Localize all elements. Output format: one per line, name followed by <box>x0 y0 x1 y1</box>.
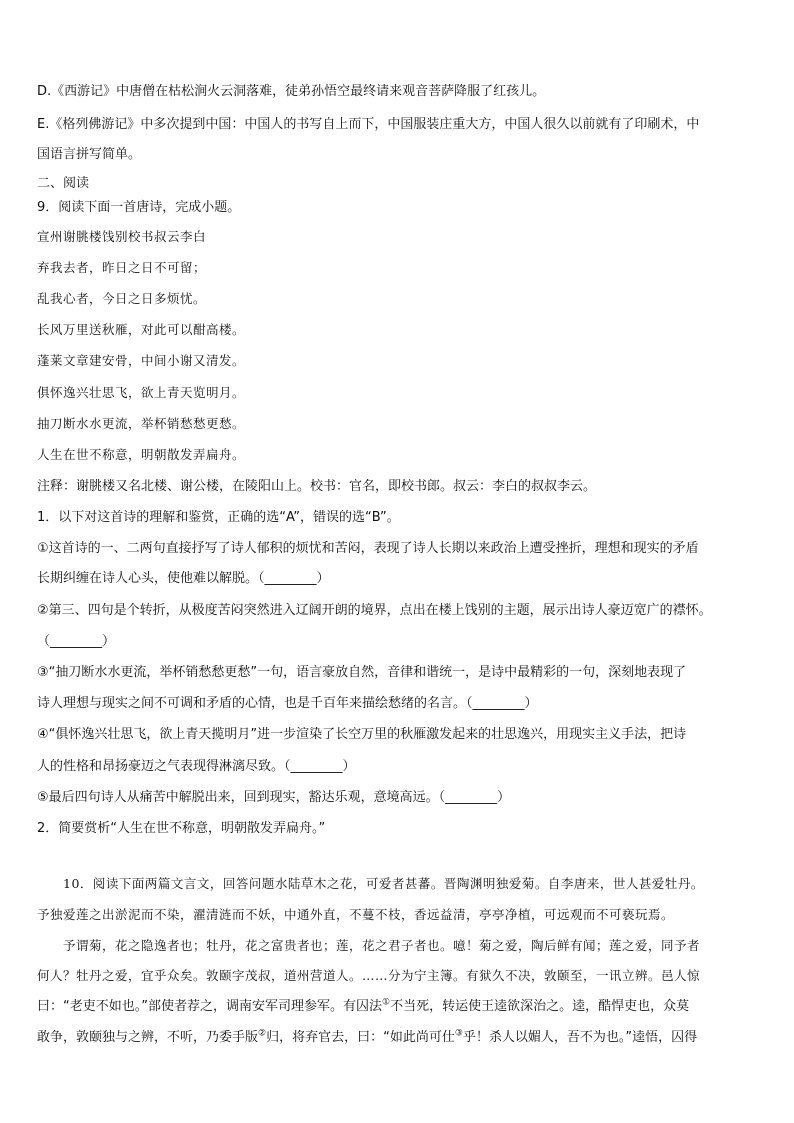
choice-1-line2: 长期纠缠在诗人心头，使他难以解脱。（________） <box>37 571 330 586</box>
option-d: D.《西游记》中唐僧在枯松涧火云洞落难，徒弟孙悟空最终请来观音菩萨降服了红孩儿。 <box>37 84 546 99</box>
choice-1-line1: ①这首诗的一、二两句直接抒写了诗人郁积的烦忧和苦闷，表现了诗人长期以来政治上遭受挫折，理想和现实的矛盾 <box>37 541 699 556</box>
poem-line-7: 人生在世不称意，明朝散发弄扁舟。 <box>37 447 246 462</box>
question-10-line6 <box>37 1029 697 1047</box>
choice-3-line2: 诗人理想与现实之间不可调和矛盾的心情，也是千百年来描绘愁绪的名言。（________） <box>37 696 538 711</box>
choice-3-line1: ③“抽刀断水水更流，举杯销愁愁更愁”一句，语言豪放自然，音律和谐统一，是诗中最精彩的一句，深刻地表现了 <box>37 665 687 680</box>
option-e-line2: 国语言拼写简单。 <box>37 147 142 162</box>
choice-2-line1: ②第三、四句是个转折，从极度苦闷突然进入辽阔开朗的境界，点出在楼上饯别的主题，展示出诗人豪迈宽广的襟怀。 <box>37 603 712 618</box>
question-10-line3: 予谓菊，花之隐逸者也；牡丹，花之富贵者也；莲，花之君子者也。噫！菊之爱，陶后鲜有闻；莲之爱，同予者 <box>63 938 701 953</box>
question-10-line2: 予独爱莲之出淤泥而不染，濯清涟而不妖，中通外直，不蔓不枝，香远益清，亭亭净植，可远观而不可亵玩焉。 <box>37 907 675 922</box>
question-10-line1: 10．阅读下面两篇文言文，回答问题水陆草木之花，可爱者甚蕃。晋陶渊明独爱菊。自李唐来，世人甚爱牡丹。 <box>63 876 704 891</box>
poem-note: 注释：谢朓楼又名北楼、谢公楼，在陵阳山上。校书：官名，即校书郎。叔云：李白的叔叔李云。 <box>37 479 597 494</box>
poem-line-4: 蓬莱文章建安骨，中间小谢又清发。 <box>37 353 246 368</box>
poem-line-6: 抽刀断水水更流，举杯销愁愁更愁。 <box>37 416 246 431</box>
subquestion-1: 1．以下对这首诗的理解和鉴赏，正确的选“A”，错误的选“B”。 <box>37 510 400 525</box>
option-e-line1: E.《格列佛游记》中多次提到中国：中国人的书写自上而下，中国服装庄重大方，中国人很久以前就有了印刷术，中 <box>37 117 700 132</box>
choice-5: ⑤最后四句诗人从痛苦中解脱出来，回到现实，豁达乐观，意境高远。（________） <box>37 790 511 805</box>
poem-line-1: 弃我去者，昨日之日不可留； <box>37 260 207 275</box>
poem-line-2: 乱我心者，今日之日多烦忧。 <box>37 291 207 306</box>
question-10-line5 <box>37 998 689 1016</box>
question-9-title: 9．阅读下面一首唐诗，完成小题。 <box>37 200 241 215</box>
line6-part-a: 敢争，敦颐独与之辨，不听，乃委手版 <box>37 1030 259 1045</box>
footnote-mark-1: ① <box>381 997 391 1008</box>
choice-4-line2: 人的性格和昂扬豪迈之气表现得淋漓尽致。（________） <box>37 759 356 774</box>
line6-part-c: 乎！杀人以媚人，吾不为也。”逵悟，囚得 <box>462 1030 698 1045</box>
choice-4-line1: ④“俱怀逸兴壮思飞，欲上青天揽明月”进一步渲染了长空万里的秋雁激发起来的壮思逸兴，用现实主义手法，把诗 <box>37 727 687 742</box>
line5-part-a: 曰：“老吏不如也。”部使者荐之，调南安军司理参军。有囚法 <box>37 999 382 1014</box>
line6-part-b: 归，将弃官去，曰：“如此尚可仕 <box>266 1030 455 1045</box>
poem-title: 宣州谢朓楼饯别校书叔云李白 <box>37 229 207 244</box>
poem-line-5: 俱怀逸兴壮思飞，欲上青天览明月。 <box>37 385 246 400</box>
poem-line-3: 长风万里送秋雁，对此可以酣高楼。 <box>37 322 246 337</box>
section-heading-reading: 二、阅读 <box>37 176 90 191</box>
subquestion-2: 2．简要赏析“人生在世不称意，明朝散发弄扁舟。” <box>37 821 326 836</box>
footnote-mark-2: ② <box>258 1028 267 1039</box>
footnote-mark-3: ③ <box>454 1028 463 1039</box>
question-10-line4: 何人？牡丹之爱，宜乎众矣。敦颐字茂叔，道州营道人。……分为宁主簿。有狱久不决，敦颐至，一讯立辨。邑人惊 <box>37 968 701 983</box>
line5-part-b: 不当死，转运使王逵欲深治之。逵，酷悍吏也，众莫 <box>390 999 690 1014</box>
choice-2-line2: （________） <box>37 634 116 649</box>
